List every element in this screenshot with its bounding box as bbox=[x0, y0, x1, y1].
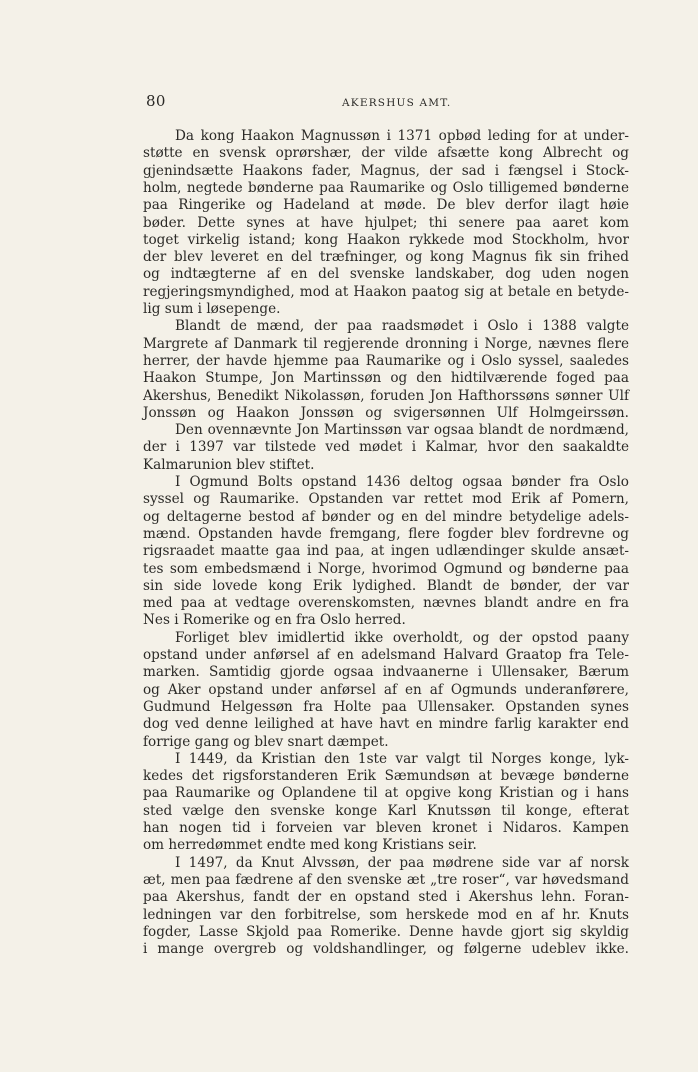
text-line: Akershus, Benedikt Nikolassøn, foruden Jon Hafthorssøns sønner Ulf bbox=[143, 387, 629, 404]
text-line: støtte en svensk oprørshær, der vilde afsætte kong Albrecht og bbox=[143, 145, 629, 162]
text-line: Nes i Romerike og en fra Oslo herred. bbox=[143, 612, 406, 629]
text-line: paa Raumarike og Oplandene til at opgive kong Kristian og i hans bbox=[143, 785, 629, 802]
text-line: sted vælge den svenske konge Karl Knutssøn til konge, efterat bbox=[143, 802, 629, 819]
text-line: æt, men paa fædrene af den svenske æt „tre roser“, var høvedsmand bbox=[143, 871, 629, 888]
text-line: Haakon Stumpe, Jon Martinssøn og den hidtilværende foged paa bbox=[143, 370, 629, 387]
text-line: dog ved denne leilighed at have havt en mindre farlig karakter end bbox=[143, 716, 629, 733]
text-line: Den ovennævnte Jon Martinssøn var ogsaa blandt de nordmænd, bbox=[175, 422, 629, 439]
page-header bbox=[146, 92, 628, 114]
text-line: i mange overgreb og voldshandlinger, og følgerne udeblev ikke. bbox=[143, 941, 629, 958]
text-line: paa Akershus, fandt der en opstand sted i Akershus lehn. Foran- bbox=[143, 889, 629, 906]
text-line: herrer, der havde hjemme paa Raumarike og i Oslo syssel, saaledes bbox=[143, 352, 629, 369]
text-line: Gudmund Helgessøn fra Holte paa Ullensaker. Opstanden synes bbox=[143, 698, 629, 715]
running-head: AKERSHUS AMT. bbox=[342, 97, 452, 109]
text-line: paa Ringerike og Hadeland at møde. De blev derfor ilagt høie bbox=[143, 197, 629, 214]
text-line: gjenindsætte Haakons fader, Magnus, der sad i fængsel i Stock- bbox=[143, 162, 629, 179]
text-line: opstand under anførsel af en adelsmand Halvard Graatop fra Tele- bbox=[143, 647, 629, 663]
text-line: bøder. Dette synes at have hjulpet; thi senere paa aaret kom bbox=[143, 214, 629, 231]
text-line: om herredømmet endte med kong Kristians seir. bbox=[143, 837, 477, 854]
text-line: I Ogmund Bolts opstand 1436 deltog ogsaa bønder fra Oslo bbox=[175, 474, 629, 490]
text-line: Da kong Haakon Magnussøn i 1371 opbød leding for at under- bbox=[175, 128, 629, 144]
text-line: Forliget blev imidlertid ikke overholdt, og der opstod paany bbox=[175, 629, 629, 646]
text-line: og Aker opstand under anførsel af en af Ogmunds underanførere, bbox=[143, 681, 629, 698]
text-line: Kalmarunion blev stiftet. bbox=[143, 456, 315, 473]
text-line: kedes det rigsforstanderen Erik Sæmundsøn at bevæge bønderne bbox=[143, 768, 629, 785]
text-line: der blev leveret en del træfninger, og kong Magnus fik sin frihed bbox=[143, 249, 629, 266]
text-line: I 1497, da Knut Alvssøn, der paa mødrene side var af norsk bbox=[175, 854, 629, 871]
text-line: ledningen var den forbitrelse, som herskede mod en af hr. Knuts bbox=[143, 906, 629, 923]
text-line: syssel og Raumarike. Opstanden var rettet mod Erik af Pomern, bbox=[143, 491, 629, 508]
text-line: regjeringsmyndighed, mod at Haakon paatog sig at betale en betyde- bbox=[143, 283, 629, 300]
text-line: han nogen tid i forveien var bleven kronet i Nidaros. Kampen bbox=[143, 820, 629, 836]
text-line: forrige gang og blev snart dæmpet. bbox=[143, 733, 389, 750]
text-line: tes som embedsmænd i Norge, hvorimod Ogmund og bønderne paa bbox=[143, 560, 629, 577]
text-line: fogder, Lasse Skjold paa Romerike. Denne havde gjort sig skyldig bbox=[143, 923, 629, 940]
text-line: Jonssøn og Haakon Jonssøn og svigersønnen Ulf Holmgeirssøn. bbox=[143, 404, 629, 421]
text-line: og indtægterne af en del svenske landskaber, dog uden nogen bbox=[143, 266, 629, 283]
page-number: 80 bbox=[146, 92, 166, 110]
text-line: rigsraadet maatte gaa ind paa, at ingen udlændinger skulde ansæt- bbox=[143, 543, 629, 560]
text-line: og deltagerne bestod af bønder og en del mindre betydelige adels- bbox=[143, 508, 629, 525]
text-line: Margrete af Danmark til regjerende dronning i Norge, nævnes flere bbox=[143, 335, 629, 352]
text-line: lig sum i løsepenge. bbox=[143, 301, 281, 317]
text-line: med paa at vedtage overenskomsten, nævnes blandt andre en fra bbox=[143, 595, 629, 612]
text-line: marken. Samtidig gjorde ogsaa indvaanerne i Ullensaker, Bærum bbox=[143, 664, 629, 681]
text-line: mænd. Opstanden havde fremgang, flere fogder blev fordrevne og bbox=[143, 525, 629, 542]
text-line: sin side lovede kong Erik lydighed. Blandt de bønder, der var bbox=[143, 577, 629, 594]
text-line: I 1449, da Kristian den 1ste var valgt til Norges konge, lyk- bbox=[175, 750, 629, 767]
text-line: der i 1397 var tilstede ved mødet i Kalmar, hvor den saakaldte bbox=[143, 439, 629, 456]
text-line: toget virkelig istand; kong Haakon rykkede mod Stockholm, hvor bbox=[143, 231, 629, 248]
text-line: Blandt de mænd, der paa raadsmødet i Oslo i 1388 valgte bbox=[175, 318, 629, 335]
text-line: holm, negtede bønderne paa Raumarike og Oslo tilligemed bønderne bbox=[143, 179, 629, 196]
